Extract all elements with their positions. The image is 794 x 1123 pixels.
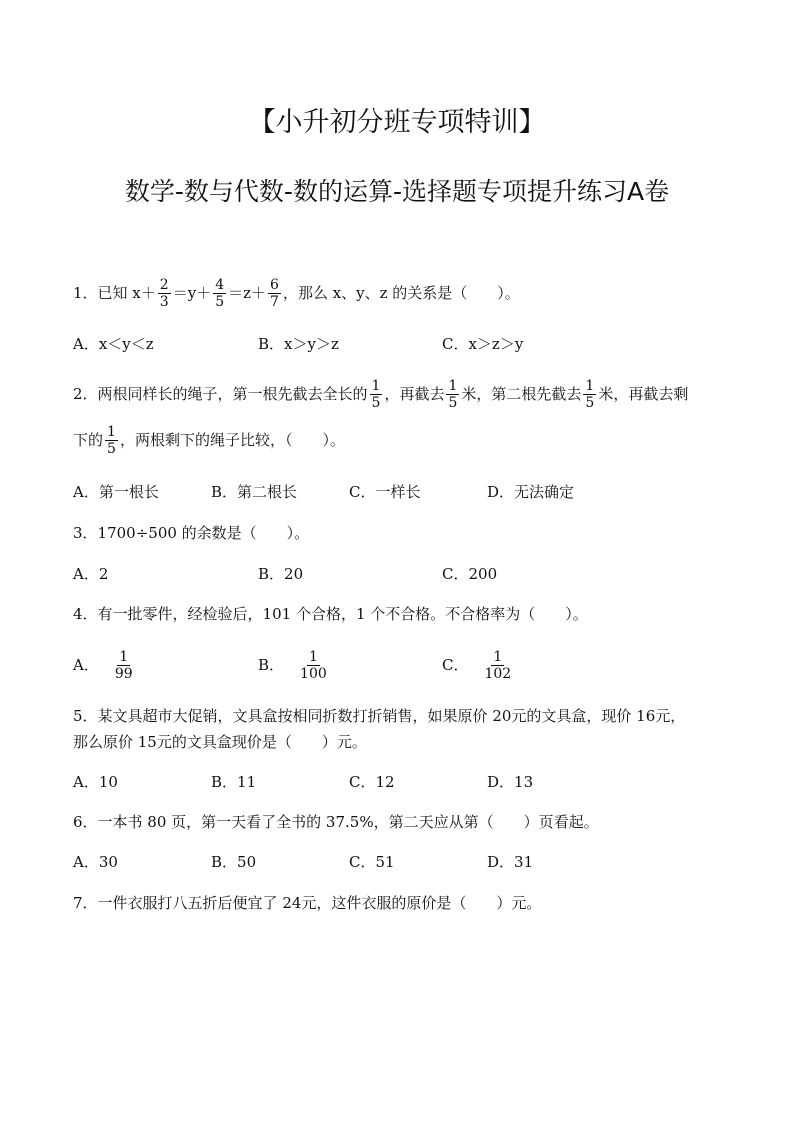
question-2-line-1 (73, 377, 689, 411)
q3-option-b[interactable]: B．20 (258, 565, 304, 583)
q2-option-b[interactable]: B．第二根长 (211, 483, 298, 501)
fraction: $\frac{1}{100}$ (300, 648, 327, 682)
q6-option-b[interactable]: B．50 (211, 853, 257, 871)
fraction: $\frac{1}{5}$ (585, 377, 595, 411)
question-5-line-1: 5．某文具超市大促销，文具盒按相同折数打折销售，如果原价 20元的文具盒，现价 16元， (73, 707, 686, 725)
question-2-text-e: 下的 (73, 431, 104, 449)
q6-option-a[interactable]: A．30 (73, 853, 118, 871)
question-1 (73, 276, 520, 310)
question-7: 7．一件衣服打八五折后便宜了 24元，这件衣服的原价是（ ）元。 (73, 894, 542, 912)
q5-option-c[interactable]: C．12 (349, 773, 395, 791)
q5-option-d[interactable]: D．13 (487, 773, 534, 791)
document-subtitle: 数学-数与代数-数的运算-选择题专项提升练习A卷 (124, 177, 670, 206)
fraction: $\frac{6}{7}$ (270, 276, 279, 310)
question-2-text-b: ，再截去 (384, 385, 445, 403)
q4-option-b[interactable]: B． $\frac{1}{100}$ (258, 648, 327, 682)
q6-option-c[interactable]: C．51 (349, 853, 395, 871)
fraction: $\frac{1}{5}$ (107, 423, 116, 457)
q4-option-c[interactable]: C． $\frac{1}{102}$ (442, 648, 512, 682)
q5-option-b[interactable]: B．11 (211, 773, 257, 791)
q1-option-b[interactable]: B．x＞y＞z (258, 335, 339, 353)
question-2-text-c: 米，第二根先截去 (461, 385, 582, 403)
q6-option-d[interactable]: D．31 (487, 853, 534, 871)
question-2-text-d: 米，再截去剩 (598, 385, 689, 403)
q3-option-a[interactable]: A．2 (73, 565, 109, 583)
question-5-line-2: 那么原价 15元的文具盒现价是（ ）元。 (73, 733, 367, 751)
question-1-text-c: ＝z＋ (228, 284, 267, 302)
q5-option-a[interactable]: A．10 (73, 773, 118, 791)
question-2-text-f: ，两根剩下的绳子比较，（ ）。 (119, 431, 345, 449)
fraction: $\frac{2}{3}$ (159, 276, 169, 310)
question-2-line-2 (73, 423, 345, 457)
fraction: $\frac{1}{102}$ (484, 648, 512, 682)
q2-option-c[interactable]: C．一样长 (349, 483, 421, 501)
fraction: $\frac{1}{99}$ (114, 648, 133, 682)
question-4: 4．有一批零件，经检验后，101 个合格，1 个不合格。不合格率为（ ）。 (73, 605, 588, 623)
q4-option-a[interactable]: A． $\frac{1}{99}$ (73, 648, 133, 682)
fraction: $\frac{1}{5}$ (371, 377, 381, 411)
question-3: 3．1700÷500 的余数是（ ）。 (73, 524, 310, 542)
document-title: 【小升初分班专项特训】 (248, 107, 546, 138)
fraction: $\frac{4}{5}$ (215, 276, 225, 310)
q3-option-c[interactable]: C．200 (442, 565, 498, 583)
q1-option-c[interactable]: C．x＞z＞y (442, 335, 524, 353)
q1-option-a[interactable]: A．x＜y＜z (73, 335, 154, 353)
q2-option-d[interactable]: D．无法确定 (487, 483, 575, 501)
fraction: $\frac{1}{5}$ (448, 377, 458, 411)
question-2-text-a: 2．两根同样长的绳子，第一根先截去全长的 (73, 385, 368, 403)
question-1-text-b: ＝y＋ (172, 284, 212, 302)
question-1-text-d: ，那么 x、y、z 的关系是（ ）。 (282, 284, 520, 302)
question-1-text-a: 1．已知 x＋ (73, 284, 156, 302)
question-6: 6．一本书 80 页，第一天看了全书的 37.5%，第二天应从第（ ）页看起。 (73, 813, 599, 831)
q2-option-a[interactable]: A．第一根长 (73, 483, 159, 501)
